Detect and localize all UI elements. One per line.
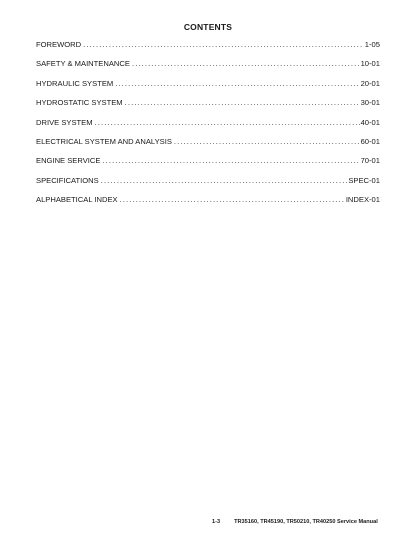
toc-entry-page: INDEX-01 <box>345 195 380 205</box>
footer-page-number: 1-3 <box>212 519 221 525</box>
toc-dot-leader <box>174 137 360 146</box>
toc-entry-title: SAFETY & MAINTENANCE <box>36 59 130 69</box>
toc-entry-title: HYDRAULIC SYSTEM <box>36 78 114 88</box>
toc-dot-leader <box>125 98 360 107</box>
toc-entry-page: 60-01 <box>360 136 380 146</box>
toc-entry-foreword[interactable] <box>36 40 380 59</box>
toc-entry-title: ALPHABETICAL INDEX <box>36 195 118 205</box>
toc-entry-engine-service[interactable] <box>36 156 380 175</box>
toc-entry-hydraulic-system[interactable] <box>36 79 380 98</box>
toc-entry-title: FOREWORD <box>36 40 82 49</box>
toc-dot-leader <box>95 118 360 127</box>
toc-entry-alphabetical-index[interactable] <box>36 195 380 214</box>
toc-entry-page: SPEC-01 <box>348 175 380 185</box>
toc-entry-specifications[interactable] <box>36 176 380 195</box>
toc-entry-page: 20-01 <box>360 78 380 88</box>
toc-dot-leader <box>132 59 360 68</box>
toc-dot-leader <box>101 176 348 185</box>
table-of-contents <box>36 40 380 215</box>
toc-entry-page: 40-01 <box>360 117 380 127</box>
toc-entry-electrical-system[interactable] <box>36 137 380 156</box>
toc-entry-title: HYDROSTATIC SYSTEM <box>36 98 123 108</box>
toc-entry-title: ELECTRICAL SYSTEM AND ANALYSIS <box>36 136 172 146</box>
toc-entry-title: DRIVE SYSTEM <box>36 117 93 127</box>
toc-entry-drive-system[interactable] <box>36 118 380 137</box>
toc-dot-leader <box>102 156 359 165</box>
toc-dot-leader <box>83 40 364 49</box>
page-title: CONTENTS <box>183 22 233 32</box>
toc-entry-safety-maintenance[interactable] <box>36 59 380 78</box>
toc-entry-page: 30-01 <box>360 98 380 108</box>
toc-dot-leader <box>115 79 359 88</box>
toc-entry-hydrostatic-system[interactable] <box>36 98 380 117</box>
toc-dot-leader <box>120 195 345 204</box>
footer-manual-title: TR35160, TR45190, TR50210, TR40250 Service Manual <box>234 519 378 525</box>
toc-entry-page: 70-01 <box>360 156 380 166</box>
toc-entry-title: ENGINE SERVICE <box>36 156 101 166</box>
toc-entry-page: 10-01 <box>360 59 380 69</box>
page-footer <box>212 519 378 525</box>
toc-entry-page: 1-05 <box>364 40 380 49</box>
toc-entry-title: SPECIFICATIONS <box>36 175 99 185</box>
